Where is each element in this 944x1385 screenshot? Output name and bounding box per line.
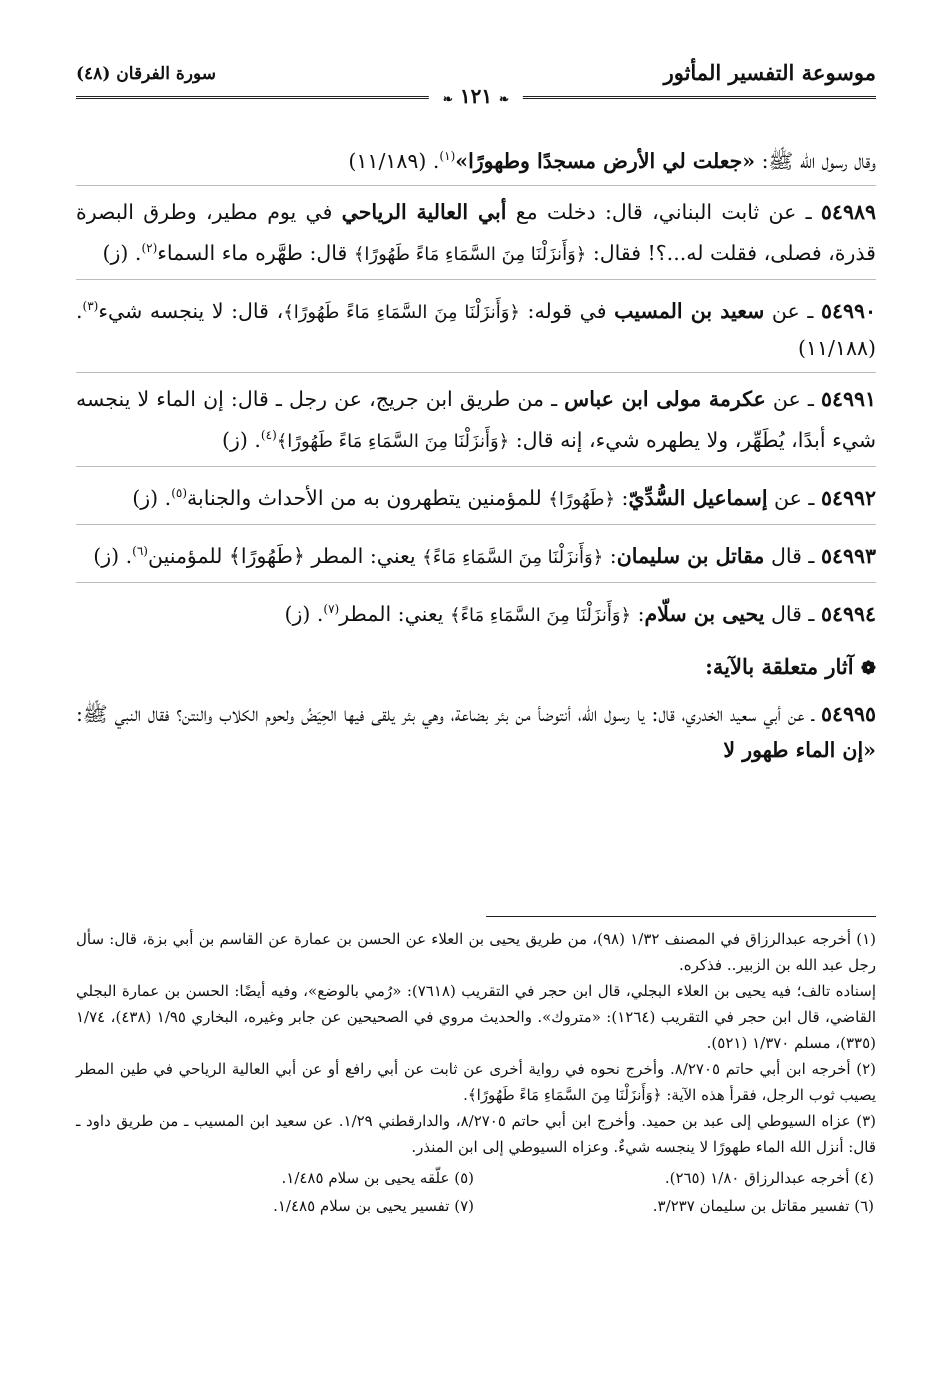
ornament-icon: ❧ [499, 92, 510, 106]
entry-text: قال [764, 601, 802, 626]
entry-paragraph [76, 194, 876, 273]
entry-text: عن [765, 387, 801, 412]
entry-text: ، قال: لا ينجسه شيء [98, 298, 284, 323]
entry-ref: . (ز) [132, 486, 172, 511]
entry-dash: ـ [799, 298, 821, 323]
narrator-name: إسماعيل السُّدِّيّ [628, 486, 768, 511]
quran-quote: ﴿وَأَنزَلْنَا مِنَ السَّمَاءِ مَاءً طَهُورًا﴾ [353, 243, 587, 265]
footnote-ref: (١) [439, 149, 456, 163]
entry-text: قال: طهَّره ماء السماء [157, 240, 354, 265]
footnote: (٦) تفسير مقاتل بن سليمان ٣/٢٣٧. [652, 1197, 874, 1215]
narrator-name: يحيى بن سلّام [644, 601, 765, 626]
footnote-rule [486, 916, 876, 917]
quran-quote: ﴿وَأَنزَلْنَا مِنَ السَّمَاءِ مَاءً طَهُورًا﴾ [276, 431, 510, 453]
narrator-name: سعيد بن المسيب [614, 298, 765, 323]
entry-paragraph [76, 381, 876, 460]
quran-quote: ﴿وَأَنزَلْنَا مِنَ السَّمَاءِ مَاءً طَهُورًا﴾ [283, 301, 520, 323]
entry-ref: . (ز) [284, 601, 324, 626]
quran-quote: ﴿وَأَنزَلْنَا مِنَ السَّمَاءِ مَاءً﴾ [449, 604, 632, 626]
entry-text: ـ من طريق ابن جريج، عن رجل ـ قال: إن الماء لا ينجسه شيء أبدًا، يُطَهِّر، ولا يطهره شيء، إنه قال: [76, 387, 876, 453]
entry-number: ٥٤٩٩٤ [820, 601, 876, 626]
footnotes [76, 926, 876, 1220]
narrator-name: مقاتل بن سليمان [616, 543, 765, 568]
entry-number: ٥٤٩٩٥ [820, 701, 876, 726]
separator [76, 524, 876, 525]
intro-ref: . (١١/١٨٩) [348, 148, 440, 173]
entry-ref: . (ز) [93, 543, 133, 568]
quran-quote: ﴿وَأَنزَلْنَا مِنَ السَّمَاءِ مَاءً﴾ [422, 546, 604, 568]
footnote-ref: (٤) [260, 428, 277, 443]
footnote-ref: (٢) [141, 240, 158, 255]
section-heading [76, 650, 876, 686]
footnote-ref: (٥) [171, 486, 188, 501]
hadith-quote: «إن الماء طهور لا [723, 737, 876, 762]
section-title: آثار متعلقة بالآية: [705, 653, 854, 679]
entry-dash: ـ [801, 486, 821, 511]
entry-text: : [603, 543, 617, 568]
book-title: موسوعة التفسير المأثور [663, 60, 876, 85]
entry-text: : [615, 486, 629, 511]
footnote: (٣) عزاه السيوطي إلى عبد بن حميد. وأخرج ابن أبي حاتم ٨/٢٧٠٥، والدارقطني ١/٢٩. عن سعيد ابن المسيب ـ من طريق داود ـ قال: أنزل الله الماء طهورًا لا ينجسه شيءٌ. وعزاه السيوطي إلى ابن المنذر. [76, 1112, 876, 1156]
entry-text: عن [767, 486, 802, 511]
entry-ref: . (ز) [221, 428, 261, 453]
entry-dash: ـ [801, 601, 821, 626]
entry-ref: . (ز) [102, 240, 142, 265]
page [76, 56, 876, 1356]
entry-number: ٥٤٩٩٢ [820, 486, 876, 511]
narrator-name: أبي العالية الرياحي [341, 199, 507, 224]
footnote: (١) أخرجه عبدالرزاق في المصنف ١/٣٢ (٩٨)، من طريق يحيى بن العلاء عن الحسن بن عمارة عن القاسم بن أبي بزة، قال: سأل رجل عبد الله بن الزبير.. فذكره. [76, 930, 877, 974]
footnote: (٢) أخرجه ابن أبي حاتم ٨/٢٧٠٥. وأخرج نحوه في رواية أخرى عن ثابت عن أبي رافع أو عن أبي العالية الرياحي في طين المطر يصيب ثوب الرجل، فقرأ هذه الآية: ﴿وَأَنزَلْنَا مِنَ السَّمَاءِ مَاءً طَهُورًا﴾. [76, 1060, 876, 1104]
entry-text: قال [764, 543, 802, 568]
footnote-ref: (٦) [132, 544, 148, 559]
entry-number: ٥٤٩٩٣ [820, 543, 876, 568]
page-number: ١٢١ [459, 84, 493, 108]
entry-text: : [631, 601, 645, 626]
entry-number: ٥٤٩٩١ [820, 387, 876, 412]
entry-paragraph [76, 533, 876, 576]
intro-paragraph [76, 138, 876, 179]
separator [76, 372, 876, 373]
narrator-name: عكرمة مولى ابن عباس [564, 387, 766, 412]
main-text [76, 138, 876, 768]
entry-text: في يوم مطير، وطرق البصرة قذرة، فصلى، فقلت له...؟! فقال: [76, 199, 876, 265]
entry-paragraph [76, 475, 876, 518]
entry-text: عن أبي سعيد الخدري، قال: يا رسول الله، أنتوضأ من بئر بضاعة، وهي بئر يلقى فيها الحِيَضُ ولحوم الكلاب والنتن؟ فقال النبي ﷺ: [76, 701, 805, 726]
intro-hadith: «جعلت لي الأرض مسجدًا وطهورًا» [455, 148, 756, 173]
entry-paragraph [76, 696, 876, 768]
footnote: (٧) تفسير يحيى بن سلام ١/٤٨٥. [273, 1197, 474, 1215]
footnote: (٥) علّقه يحيى بن سلام ١/٤٨٥. [281, 1169, 474, 1187]
entry-text: للمؤمنين يتطهرون به من الأحداث والجنابة [187, 486, 549, 511]
separator [76, 185, 876, 186]
flower-icon: ❁ [860, 657, 876, 679]
page-header [76, 56, 876, 108]
separator [76, 279, 876, 280]
entry-dash: ـ [796, 199, 821, 224]
entry-dash: ـ [804, 701, 821, 726]
entry-text: عن ثابت البناني، قال: دخلت مع [506, 199, 797, 224]
page-number-box [429, 84, 523, 108]
footnote: (٤) أخرجه عبدالرزاق ١/٨٠ (٢٦٥). [664, 1169, 874, 1187]
entry-dash: ـ [801, 543, 821, 568]
quran-quote: ﴿طَهُورًا﴾ [548, 489, 615, 511]
entry-number: ٥٤٩٩٠ [820, 298, 877, 323]
intro-lead: وقال رسول الله ﷺ: [755, 148, 876, 173]
ornament-icon: ❧ [442, 92, 453, 106]
separator [76, 466, 876, 467]
separator [76, 582, 876, 583]
footnote-grid [76, 1164, 876, 1220]
entry-ref: . (١١/١٨٨) [76, 298, 876, 361]
entry-paragraph [76, 591, 876, 634]
entry-number: ٥٤٩٨٩ [820, 199, 876, 224]
entry-text: يعني: المطر ﴿طَهُورًا﴾ للمؤمنين [147, 543, 423, 568]
footnote-ref: (٧) [323, 601, 340, 616]
entry-text: في قوله: [519, 298, 615, 323]
entry-text: عن [764, 298, 800, 323]
footnote: إسناده تالف؛ فيه يحيى بن العلاء البجلي، قال ابن حجر في التقريب (٧٦١٨): «رُمي بالوضع»، وفيه أيضًا: الحسن بن عمارة البجلي القاضي، قال ابن حجر في التقريب (١٢٦٤): «متروك». والحديث مروي في الصحيحين عن جابر وغيره، البخاري ١/٩٥ (٤٣٨)، ١/٧٤ (٣٣٥)، مسلم ١/٣٧٠ (٥٢١). [76, 982, 876, 1052]
entry-paragraph [76, 288, 876, 367]
entry-dash: ـ [800, 387, 821, 412]
footnote-ref: (٣) [82, 298, 99, 313]
sura-title: سورة الفرقان (٤٨) [76, 64, 217, 84]
entry-text: يعني: المطر [339, 601, 450, 626]
